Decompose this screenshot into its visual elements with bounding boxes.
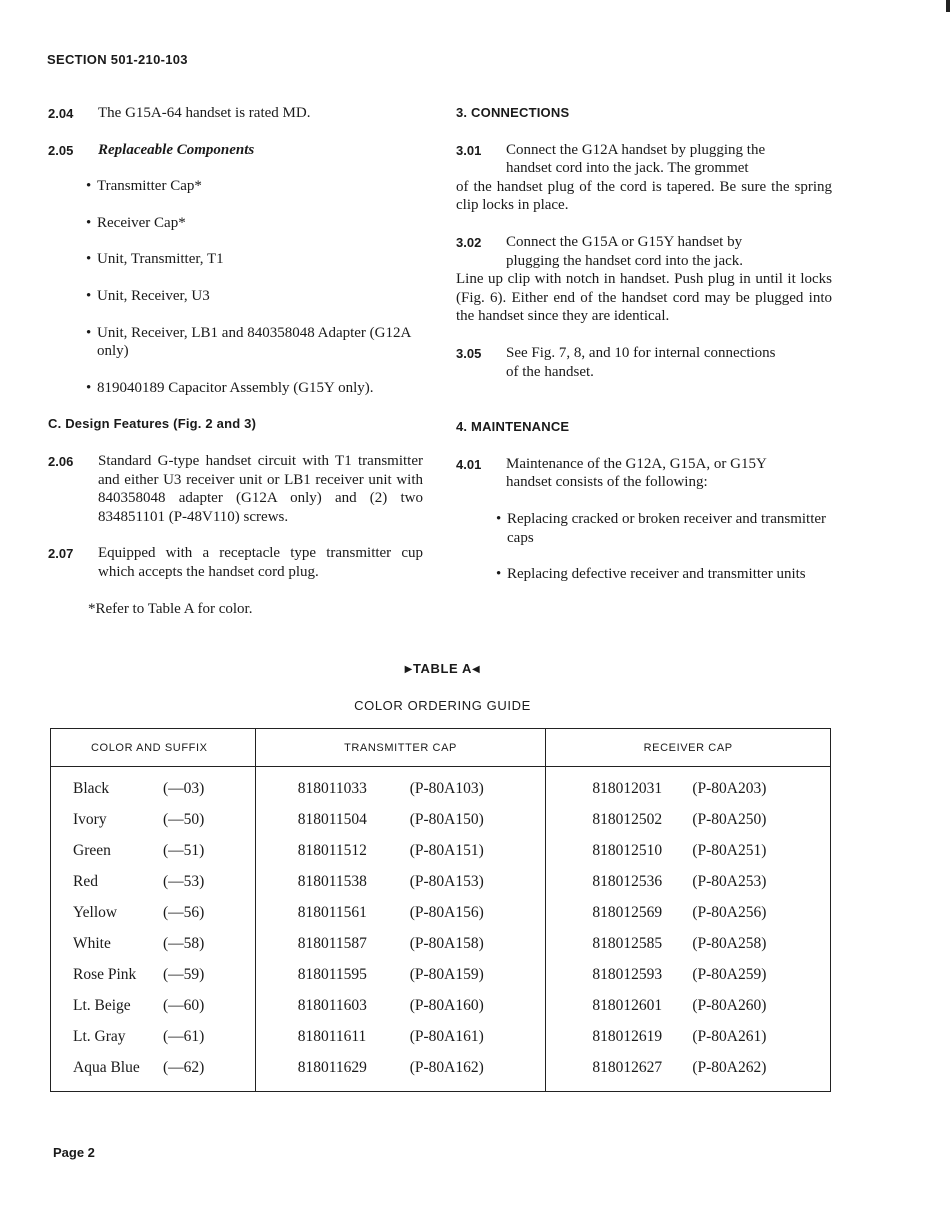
color-cell: [51, 866, 256, 897]
color-suffix: (—60): [163, 996, 205, 1014]
transmitter-part: (P-80A150): [409, 810, 484, 828]
transmitter-part: (P-80A159): [409, 965, 484, 983]
transmitter-part: (P-80A161): [409, 1027, 484, 1045]
table-header-row: [51, 729, 831, 767]
list-item: • Unit, Transmitter, T1: [86, 250, 423, 269]
paragraph-number: 3.02: [456, 234, 482, 250]
paragraph-text: Standard G-type handset circuit with T1 transmitter and either U3 receiver unit or LB1 receiver unit with 840358048 adapter (G12A only) and (2) two 834851101 (P-48V110) screws.: [98, 452, 423, 525]
color-suffix: (—50): [163, 810, 205, 828]
transmitter-part: (P-80A162): [409, 1058, 484, 1076]
receiver-code: 818012585: [592, 934, 663, 952]
receiver-cap-cell: [546, 835, 831, 866]
right-column: [456, 104, 832, 584]
subsection-title: Replaceable Components: [98, 141, 255, 158]
transmitter-code: 818011504: [297, 810, 367, 828]
transmitter-cap-cell: [255, 866, 546, 897]
section-header: SECTION 501-210-103: [47, 52, 188, 67]
color-suffix: (—51): [163, 841, 205, 859]
receiver-cap-cell: [546, 928, 831, 959]
paragraph-number: 4.01: [456, 456, 482, 472]
color-ordering-table: [50, 728, 831, 1092]
transmitter-cap-cell: [255, 990, 546, 1021]
paragraph-3-05: [456, 344, 832, 381]
paragraph-2-04: [48, 104, 423, 123]
color-cell: [51, 897, 256, 928]
receiver-code: 818012031: [592, 779, 663, 797]
receiver-cap-cell: [546, 897, 831, 928]
receiver-cap-cell: [546, 959, 831, 990]
paragraph-line: handset consists of the following:: [506, 474, 708, 491]
color-name: White: [73, 934, 111, 952]
transmitter-cap-cell: [255, 959, 546, 990]
color-cell: [51, 1052, 256, 1092]
receiver-part: (P-80A262): [692, 1058, 767, 1076]
paragraph-2-05: [48, 141, 423, 160]
paragraph-line: handset cord into the jack. The grommet: [506, 160, 749, 177]
paragraph-line: of the handset.: [506, 363, 594, 380]
column-header: COLOR AND SUFFIX: [51, 729, 256, 767]
table-row: [51, 959, 831, 990]
left-column: [48, 104, 423, 618]
color-suffix: (—58): [163, 934, 205, 952]
column-header: RECEIVER CAP: [546, 729, 831, 767]
transmitter-code: 818011603: [297, 996, 367, 1014]
transmitter-part: (P-80A151): [409, 841, 484, 859]
transmitter-cap-cell: [255, 1052, 546, 1092]
paragraph-number: 2.06: [48, 453, 74, 469]
paragraph-line: Maintenance of the G12A, G15A, or G15Y: [506, 455, 767, 472]
color-name: Yellow: [73, 903, 118, 921]
table-subtitle: COLOR ORDERING GUIDE: [354, 698, 531, 713]
transmitter-cap-cell: [255, 1021, 546, 1052]
color-cell: [51, 990, 256, 1021]
table-row: [51, 767, 831, 805]
table-row: [51, 897, 831, 928]
receiver-part: (P-80A260): [692, 996, 767, 1014]
color-cell: [51, 767, 256, 805]
receiver-part: (P-80A250): [692, 810, 767, 828]
transmitter-part: (P-80A158): [409, 934, 484, 952]
color-cell: [51, 928, 256, 959]
receiver-cap-cell: [546, 1052, 831, 1092]
table-row: [51, 866, 831, 897]
color-suffix: (—61): [163, 1027, 205, 1045]
transmitter-code: 818011611: [297, 1027, 367, 1045]
receiver-cap-cell: [546, 767, 831, 805]
footnote: *Refer to Table A for color.: [88, 600, 253, 617]
receiver-cap-cell: [546, 866, 831, 897]
paragraph-number: 3.01: [456, 142, 482, 158]
table-row: [51, 928, 831, 959]
list-item: • Unit, Receiver, U3: [86, 287, 423, 306]
receiver-part: (P-80A261): [692, 1027, 767, 1045]
paragraph-text: Line up clip with notch in handset. Push plug in until it locks (Fig. 6). Either end of the handset cord may be plugged into the handset since they are identical.: [456, 271, 832, 325]
maintenance-list: [456, 510, 832, 584]
list-item: • Receiver Cap*: [86, 214, 423, 233]
connections-heading: 3. CONNECTIONS: [456, 105, 570, 120]
transmitter-code: 818011538: [297, 872, 367, 890]
paragraph-3-02: [456, 233, 832, 326]
list-item: • Replacing cracked or broken receiver and transmitter caps: [496, 510, 832, 547]
receiver-part: (P-80A203): [692, 779, 767, 797]
paragraph-line: Connect the G12A handset by plugging the: [506, 141, 766, 158]
transmitter-part: (P-80A153): [409, 872, 484, 890]
color-name: Ivory: [73, 810, 107, 828]
transmitter-cap-cell: [255, 928, 546, 959]
receiver-code: 818012619: [592, 1027, 663, 1045]
list-item: • Transmitter Cap*: [86, 177, 423, 196]
table-row: [51, 1021, 831, 1052]
transmitter-cap-cell: [255, 767, 546, 805]
receiver-cap-cell: [546, 804, 831, 835]
components-list: [48, 177, 423, 397]
list-item: • 819040189 Capacitor Assembly (G15Y only).: [86, 379, 423, 398]
transmitter-code: 818011595: [297, 965, 367, 983]
color-cell: [51, 804, 256, 835]
receiver-code: 818012569: [592, 903, 663, 921]
column-header: TRANSMITTER CAP: [255, 729, 546, 767]
color-name: Green: [73, 841, 111, 859]
color-cell: [51, 959, 256, 990]
list-item: • Replacing defective receiver and transmitter units: [496, 565, 832, 584]
color-name: Lt. Beige: [73, 996, 131, 1014]
paragraph-number: 3.05: [456, 345, 482, 361]
color-name: Aqua Blue: [73, 1058, 140, 1076]
paragraph-text: of the handset plug of the cord is tapered. Be sure the spring clip locks in place.: [456, 178, 832, 214]
color-cell: [51, 835, 256, 866]
change-arrow-right-icon: ◀: [472, 664, 481, 675]
color-name: Red: [73, 872, 98, 890]
color-suffix: (—03): [163, 779, 205, 797]
list-item: • Unit, Receiver, LB1 and 840358048 Adapter (G12A only): [86, 324, 423, 361]
transmitter-code: 818011587: [297, 934, 367, 952]
page-number: Page 2: [53, 1145, 95, 1160]
table-row: [51, 1052, 831, 1092]
table-title: [0, 661, 885, 676]
color-name: Lt. Gray: [73, 1027, 126, 1045]
transmitter-code: 818011561: [297, 903, 367, 921]
change-arrow-left-icon: ▶: [404, 664, 413, 675]
receiver-cap-cell: [546, 1021, 831, 1052]
paragraph-line: Connect the G15A or G15Y handset by: [506, 233, 743, 250]
paragraph-4-01: [456, 455, 832, 492]
paragraph-number: 2.05: [48, 142, 74, 158]
transmitter-part: (P-80A160): [409, 996, 484, 1014]
transmitter-cap-cell: [255, 804, 546, 835]
color-cell: [51, 1021, 256, 1052]
receiver-part: (P-80A253): [692, 872, 767, 890]
color-name: Black: [73, 779, 110, 797]
maintenance-heading: 4. MAINTENANCE: [456, 419, 570, 435]
receiver-code: 818012593: [592, 965, 663, 983]
receiver-code: 818012601: [592, 996, 663, 1014]
paragraph-2-07: [48, 544, 423, 581]
paragraph-line: plugging the handset cord into the jack.: [506, 252, 744, 269]
paragraph-text: Equipped with a receptacle type transmitter cup which accepts the handset cord plug.: [98, 545, 423, 580]
receiver-cap-cell: [546, 990, 831, 1021]
transmitter-code: 818011033: [297, 779, 367, 797]
paragraph-number: 2.07: [48, 546, 74, 562]
design-features-heading: C. Design Features (Fig. 2 and 3): [48, 416, 257, 432]
receiver-part: (P-80A259): [692, 965, 767, 983]
transmitter-part: (P-80A103): [409, 779, 484, 797]
table-body: [51, 767, 831, 1092]
paragraph-2-06: [48, 452, 423, 526]
receiver-code: 818012627: [592, 1058, 663, 1076]
color-suffix: (—56): [163, 903, 205, 921]
receiver-code: 818012536: [592, 872, 663, 890]
paragraph-line: See Fig. 7, 8, and 10 for internal connections: [506, 344, 776, 361]
paragraph-number: 2.04: [48, 106, 74, 121]
transmitter-code: 818011629: [297, 1058, 367, 1076]
receiver-code: 818012510: [592, 841, 663, 859]
paragraph-text: The G15A-64 handset is rated MD.: [98, 105, 311, 121]
table-row: [51, 835, 831, 866]
table-title-text: TABLE A: [412, 661, 473, 676]
receiver-part: (P-80A256): [692, 903, 767, 921]
receiver-code: 818012502: [592, 810, 663, 828]
transmitter-cap-cell: [255, 835, 546, 866]
transmitter-code: 818011512: [297, 841, 367, 859]
color-name: Rose Pink: [73, 965, 137, 983]
receiver-part: (P-80A251): [692, 841, 767, 859]
table-row: [51, 804, 831, 835]
paragraph-3-01: [456, 141, 832, 215]
color-suffix: (—62): [163, 1058, 205, 1076]
transmitter-cap-cell: [255, 897, 546, 928]
receiver-part: (P-80A258): [692, 934, 767, 952]
corner-mark: [946, 0, 950, 12]
color-suffix: (—59): [163, 965, 205, 983]
color-suffix: (—53): [163, 872, 205, 890]
table-row: [51, 990, 831, 1021]
transmitter-part: (P-80A156): [409, 903, 484, 921]
